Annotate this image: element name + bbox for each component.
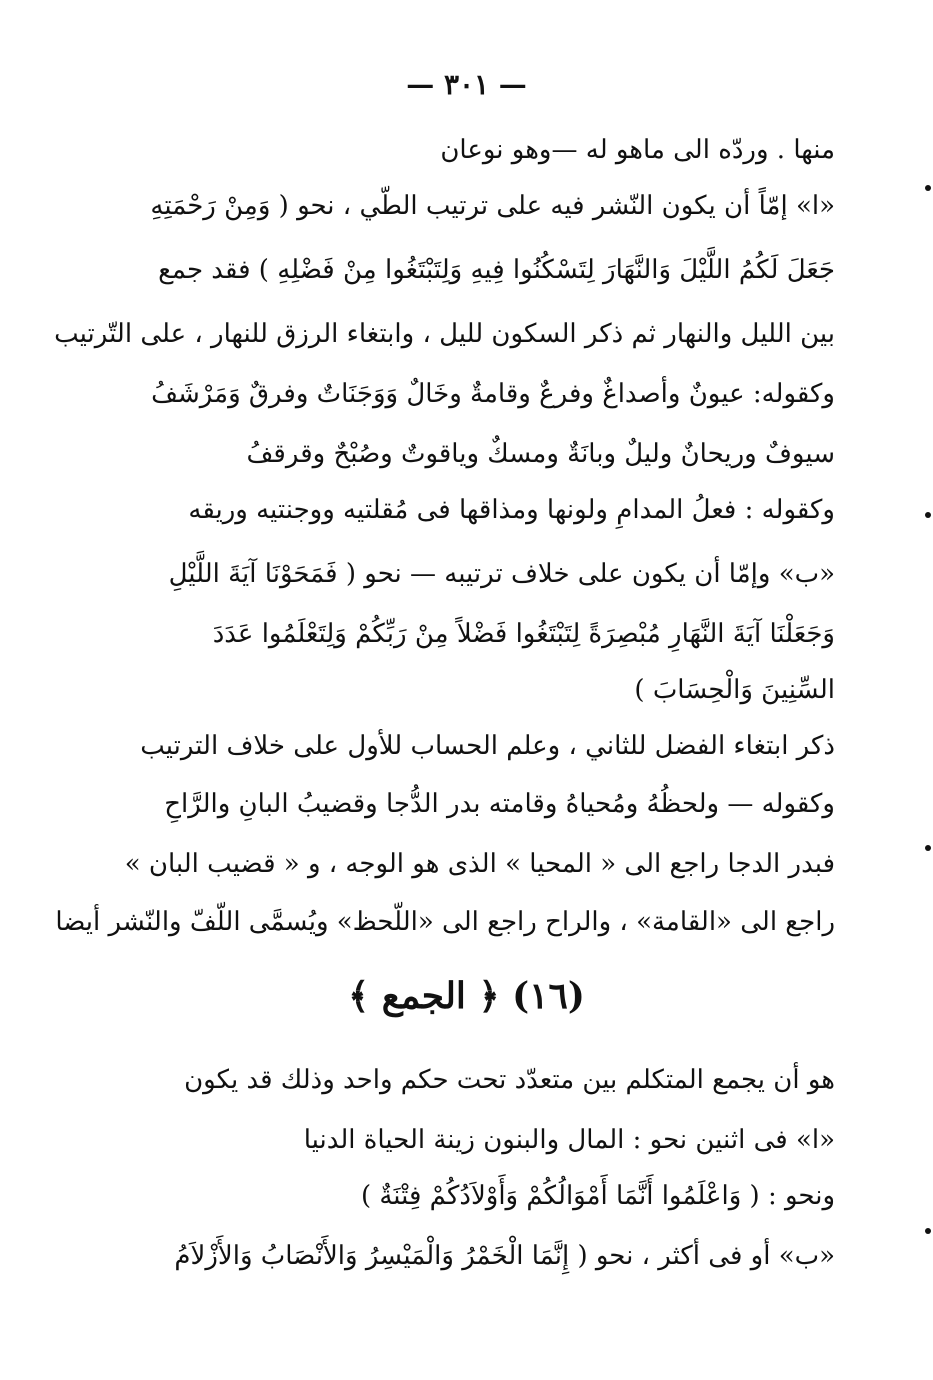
text-line: «ب» أو فى أكثر ، نحو ( إِنَّمَا الْخَمْرُ وَالْمَيْسِرُ وَالأَنْصَابُ وَالأَزْلاَمُ bbox=[174, 1241, 835, 1271]
section-heading: (١٦) ﴿ الجمع ﴾ bbox=[348, 975, 585, 1017]
margin-dot bbox=[925, 512, 931, 518]
text-line: «ب» وإمّا أن يكون على خلاف ترتيبه — نحو ( فَمَحَوْنَا آيَةَ اللَّيْلِ bbox=[168, 559, 835, 589]
text-line: ذكر ابتغاء الفضل للثاني ، وعلم الحساب للأول على خلاف الترتيب bbox=[140, 731, 835, 761]
text-line: «ا» إمّاً أن يكون النّشر فيه على ترتيب الطّي ، نحو ( وَمِنْ رَحْمَتِهِ bbox=[150, 191, 835, 221]
margin-dot bbox=[925, 185, 931, 191]
text-line: فبدر الدجا راجع الى « المحيا » الذى هو الوجه ، و « قضيب البان » bbox=[124, 849, 835, 879]
text-line: «ا» فى اثنين نحو : المال والبنون زينة الحياة الدنيا bbox=[303, 1125, 835, 1155]
text-line: سيوفٌ وريحانٌ وليلٌ وبانَةٌ ومسكٌ وياقوتٌ وصُبْحٌ وقرقفُ bbox=[246, 439, 835, 469]
text-line: راجع الى «القامة» ، والراح راجع الى «اللّحظ» ويُسمَّى اللّفّ والنّشر أيضا bbox=[55, 907, 835, 937]
margin-dot bbox=[925, 1228, 931, 1234]
text-line: هو أن يجمع المتكلم بين متعدّد تحت حكم واحد وذلك قد يكون bbox=[184, 1065, 835, 1095]
text-line: وكقوله — ولحظُهُ ومُحياهُ وقامته بدر الدُّجا وقضيبُ البانِ والرَّاحِ bbox=[164, 789, 835, 819]
margin-dot bbox=[925, 845, 931, 851]
text-line: السِّنِينَ وَالْحِسَابَ ) bbox=[634, 675, 835, 705]
text-line: جَعَلَ لَكُمُ اللَّيْلَ وَالنَّهَارَ لِتَسْكُنُوا فِيهِ وَلِتَبْتَغُوا مِنْ فَضْلِهِ ) فقد جمع bbox=[158, 255, 835, 285]
text-line: وكقوله: عيونٌ وأصداغٌ وفرعٌ وقامةٌ وخَالٌ وَوَجَنَاتٌ وفرقٌ وَمَرْشَفُ bbox=[151, 379, 835, 409]
text-line: وكقوله : فعلُ المدامِ ولونها ومذاقها فى مُقلتيه ووجنتيه وريقه bbox=[188, 495, 835, 525]
text-line: ونحو : ( وَاعْلَمُوا أَنَّمَا أَمْوَالُكُمْ وَأَوْلاَدُكُمْ فِتْنَةٌ ) bbox=[360, 1181, 835, 1211]
page-number: — ٣٠١ — bbox=[406, 68, 527, 101]
text-line: منها . وردّه الى ماهو له —وهو نوعان bbox=[440, 135, 835, 165]
text-line: وَجَعَلْنَا آيَةَ النَّهَارِ مُبْصِرَةً لِتَبْتَغُوا فَضْلاً مِنْ رَبِّكُمْ وَلِتَعْلَمُوا عَدَدَ bbox=[212, 619, 835, 649]
text-line: بين الليل والنهار ثم ذكر السكون لليل ، وابتغاء الرزق للنهار ، على التّرتيب bbox=[54, 319, 835, 349]
